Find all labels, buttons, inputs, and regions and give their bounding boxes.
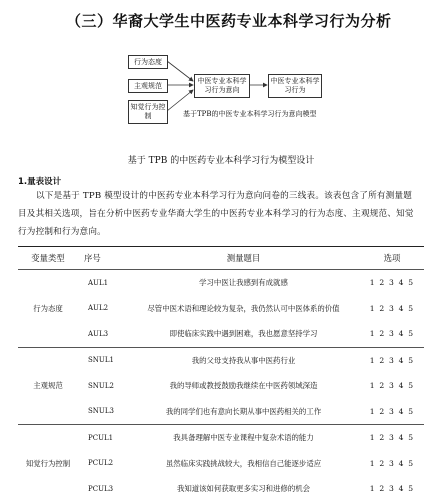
table-row — [18, 296, 424, 322]
arrow-control — [167, 90, 193, 111]
item-text: 我的同学们也有意向长期从事中医药相关的工作 — [127, 399, 360, 425]
item-text: 我具备理解中医专业课程中复杂术语的能力 — [173, 433, 314, 443]
subsection-title: 1.量表设计 — [18, 177, 62, 187]
table-row — [18, 373, 424, 399]
item-code: AUL1 — [88, 278, 109, 287]
table-row — [18, 425, 424, 451]
figure-caption: 基于 TPB 的中医药专业本科学习行为模型设计 — [127, 156, 315, 166]
item-code: AUL2 — [88, 304, 109, 313]
survey-table — [18, 246, 424, 502]
box-behavior: 中医专业本科学习行为 — [268, 74, 322, 98]
item-text: 尽管中医术语和理论较为复杂，我仍然认可中医体系的价值 — [147, 303, 340, 313]
item-options: 1 2 3 4 5 — [369, 355, 415, 365]
header-item: 测量题目 — [127, 247, 360, 270]
tpb-diagram-arrows — [0, 0, 442, 140]
box-behavior-control: 知觉行为控制 — [128, 100, 168, 124]
box-behavior-intention: 中医专业本科学习行为意向 — [194, 74, 250, 98]
table-row — [18, 476, 424, 502]
item-code: AUL3 — [78, 321, 127, 347]
box-subjective-norm: 主观规范 — [128, 79, 168, 93]
item-code: SNUL2 — [88, 381, 114, 390]
section-heading: （三）华裔大学生中医药专业本科学习行为分析 — [66, 12, 392, 30]
item-options: 1 2 3 4 5 — [369, 303, 415, 313]
item-code: SNUL1 — [88, 356, 114, 365]
item-options: 1 2 3 4 5 — [369, 458, 415, 468]
intro-paragraph: 以下是基于 TPB 模型设计的中医药专业本科学习行为意向问卷的三线表。该表包含了所有测量题目及其相关选项，旨在分析中医药专业华裔大学生的中医药专业本科学习的行为态度、主观规范、知觉行为控制和行为意向。 — [18, 191, 414, 237]
item-options: 1 2 3 4 5 — [369, 433, 415, 443]
table-header-row — [18, 247, 424, 270]
item-text: 我知道该如何获取更多实习和进修的机会 — [176, 484, 311, 494]
header-code: 序号 — [78, 247, 127, 270]
item-code: PCUL1 — [88, 433, 114, 442]
item-text: 我的父母支持我从事中医药行业 — [191, 355, 296, 365]
header-options: 选项 — [360, 247, 424, 270]
item-text: 学习中医让我感到有成就感 — [199, 278, 288, 288]
item-options: 1 2 3 4 5 — [369, 381, 415, 391]
table-row — [18, 270, 424, 296]
item-code: SNUL3 — [78, 399, 127, 425]
item-options: 1 2 3 4 5 — [360, 321, 424, 347]
table-row — [18, 399, 424, 425]
box-attitude: 行为态度 — [128, 55, 168, 69]
table-row — [18, 321, 424, 347]
item-options: 1 2 3 4 5 — [369, 278, 415, 288]
diagram-caption: 基于TPB的中医专业本科学习行为意向模型 — [183, 110, 317, 118]
item-text: 即使临床实践中遇到困难，我也愿意坚持学习 — [127, 321, 360, 347]
table-row — [18, 451, 424, 477]
item-options: 1 2 3 4 5 — [369, 484, 415, 494]
item-text: 我的导师或教授鼓励我继续在中医药领域深造 — [169, 381, 318, 391]
arrow-attitude — [167, 61, 193, 81]
variable-type-control: 知觉行为控制 — [25, 458, 71, 468]
item-code: PCUL3 — [88, 484, 114, 493]
item-text: 虽然临床实践挑战较大，我相信自己能逐步适应 — [165, 458, 322, 468]
variable-type-attitude: 行为态度 — [18, 270, 78, 348]
item-code: PCUL2 — [88, 459, 114, 468]
header-variable-type: 变量类型 — [18, 247, 78, 270]
table-row — [18, 347, 424, 373]
variable-type-norm: 主观规范 — [18, 347, 78, 425]
item-options: 1 2 3 4 5 — [360, 399, 424, 425]
